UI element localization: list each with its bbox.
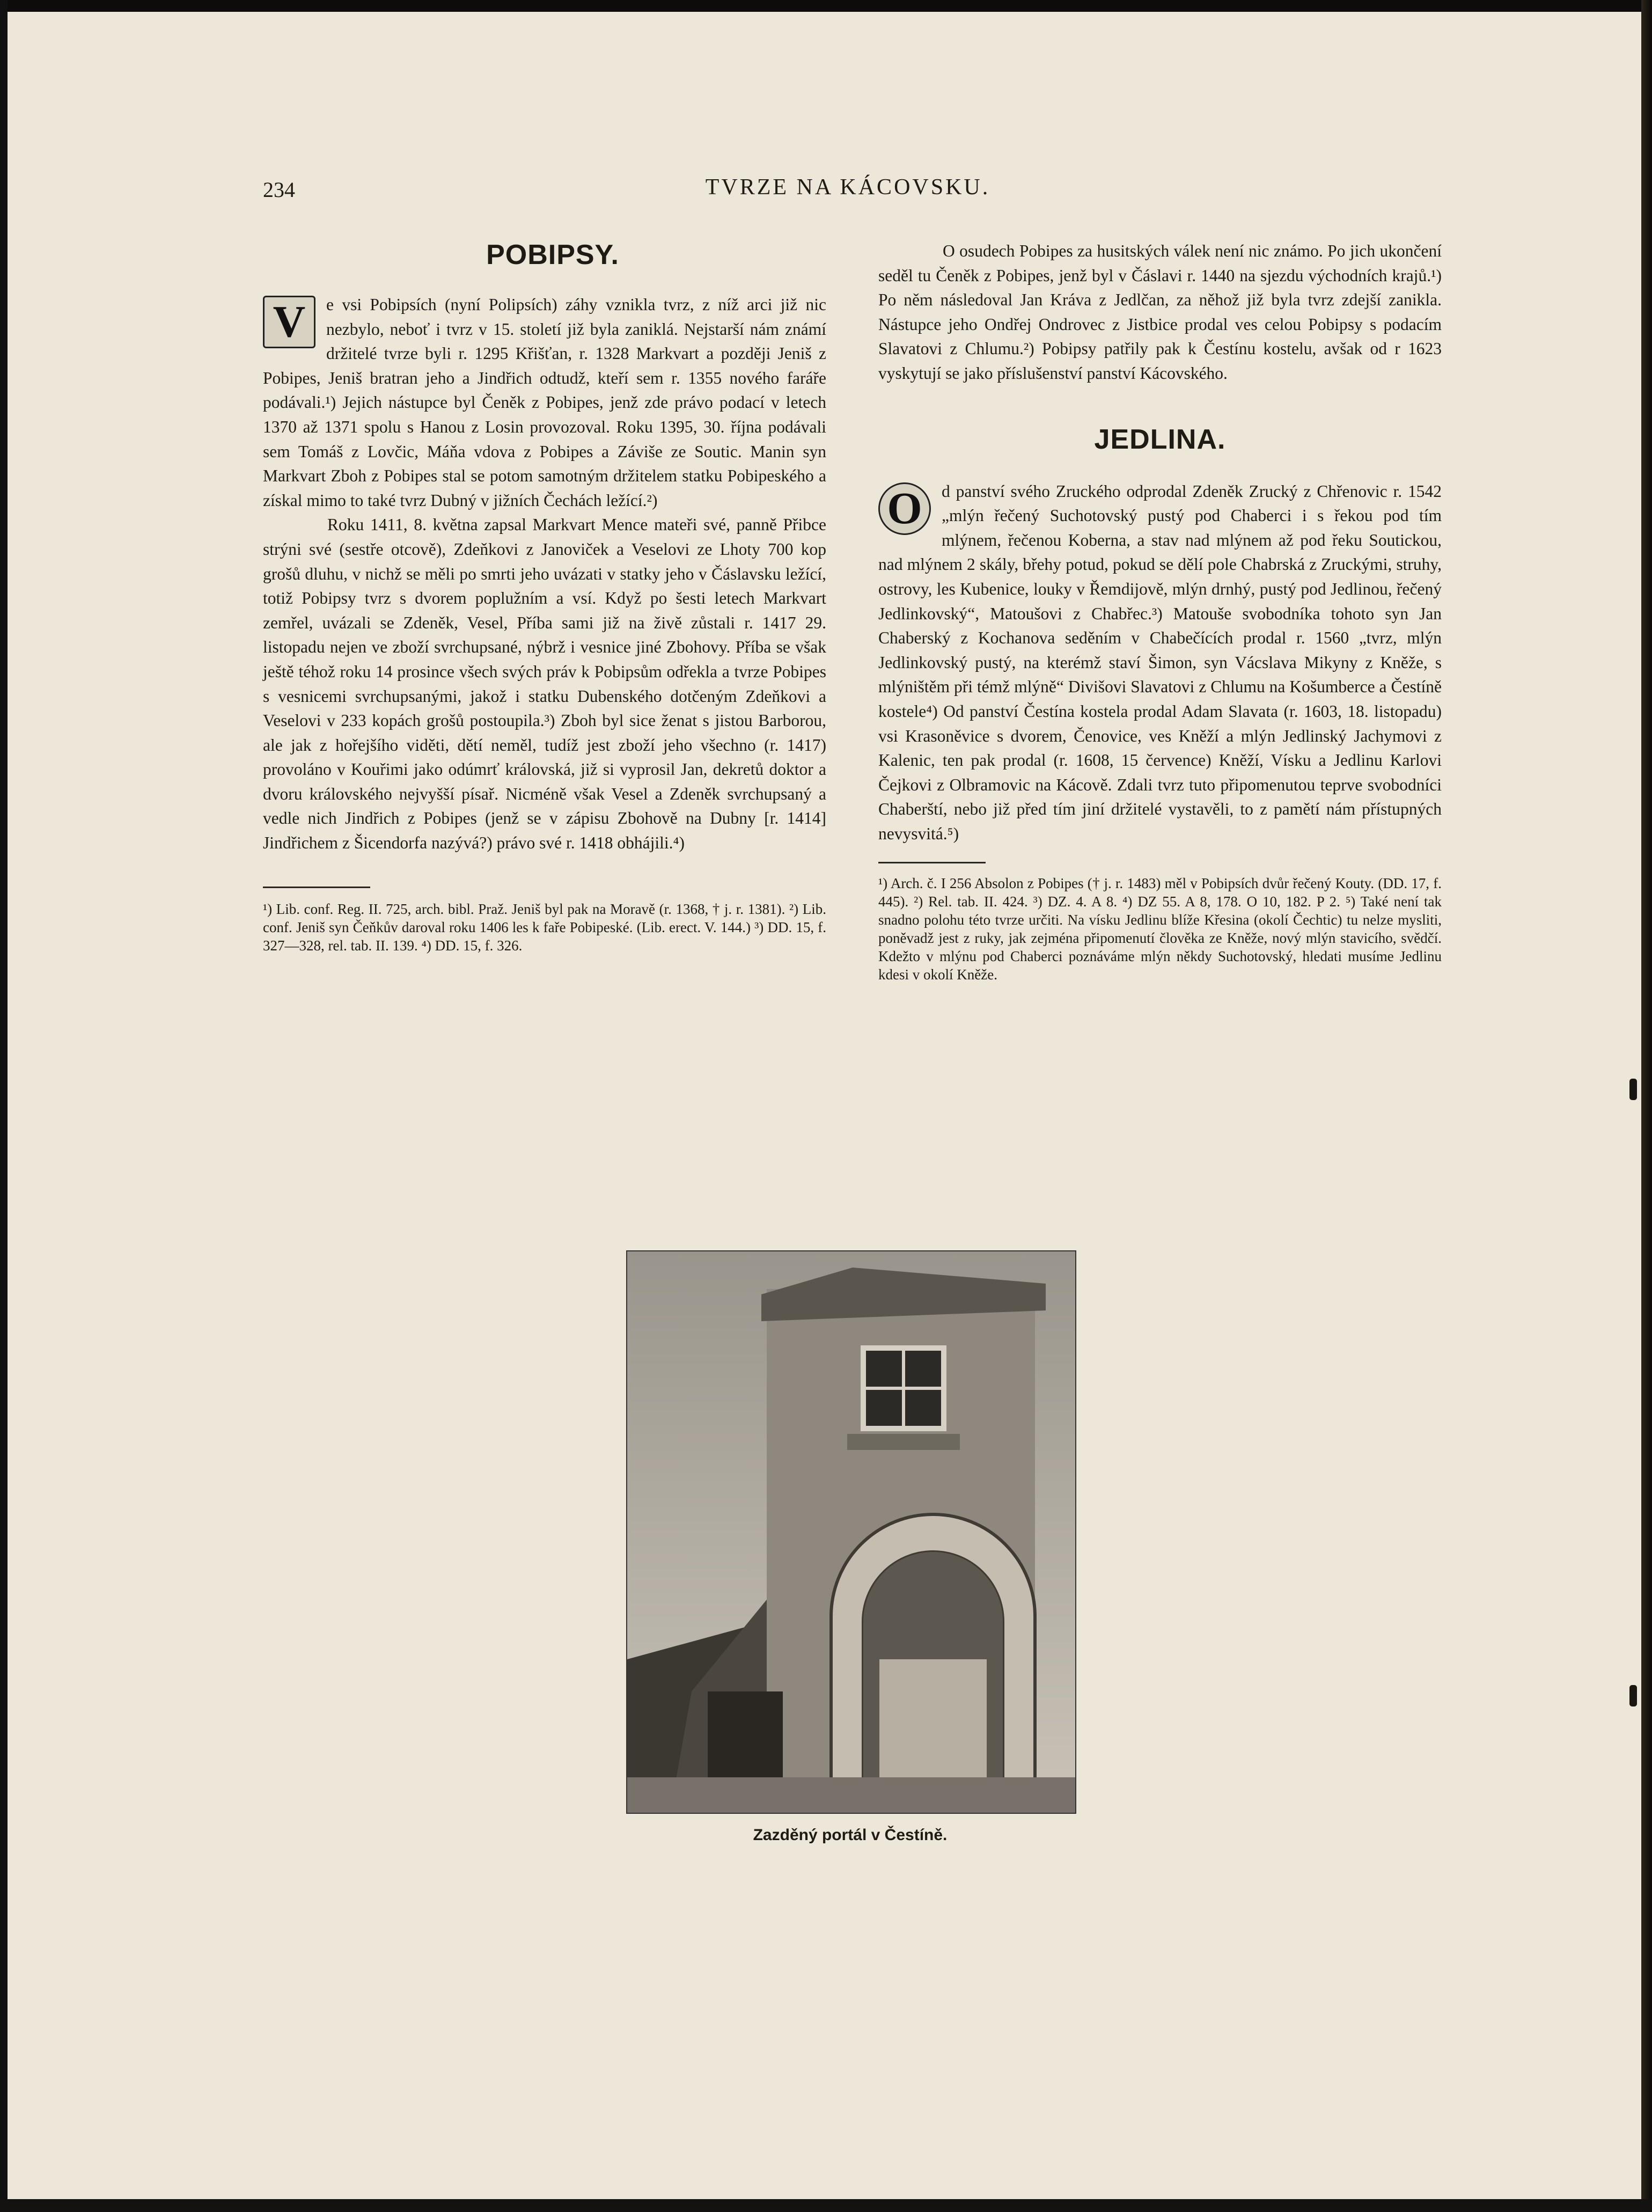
pobipsy-paragraph-3: O osudech Pobipes za husitských válek není nic známo. Po jich ukončení seděl tu Čeněk z Pobipes, jenž byl v Čáslavi r. 1440 na sjezdu východních krajů.¹) Po něm následoval Jan Kráva z Jedlčan, za něhož již byla tvrz zdejší zanikla. Nástupce jeho Ondřej Ondrovec z Jistbice prodal ves celou Pobipsy s podacím Slavatovi z Chlumu.²) Pobipsy patřily pak k Čestínu kostelu, avšak od r 1623 vyskytují se jako příslušenství panství Kácovského. bbox=[878, 241, 1442, 383]
running-title: TVRZE NA KÁCOVSKU. bbox=[705, 175, 990, 200]
dropcap-initial: V bbox=[263, 296, 315, 348]
section-title-jedlina: JEDLINA. bbox=[1094, 423, 1226, 455]
section-title-pobipsy: POBIPSY. bbox=[486, 239, 619, 270]
pobipsy-paragraph-2: Roku 1411, 8. května zapsal Markvart Mence mateři své, panně Přibce strýni své (sestře otcově), Zdeňkovi z Janoviček a Veselovi ze Lhoty 700 kop grošů dluhu, v nichž se měli po smrti jeho uvázati v statky jeho v Čáslavsku ležící, totiž Pobipsy tvrz s dvorem poplužním a vsí. Když po šesti letech Markvart zemřel, uvázali se Zdeněk, Vesel, Příba sami již na živě zůstali r. 1417 29. listopadu nejen ve zboží svrchupsané, nýbrž i vesnice jiné Zbohovy. Příba se však ještě téhož roku 14 prosince všech svých práv k Pobipsům odřekla a tvrze Pobipes s vesnicemi svrchupsanými, jakož i statku Dubenského dotčeným Zdeňkovi a Veselovi v 233 kopách grošů postoupila.³) Zboh byl sice ženat s jistou Barborou, ale jak z hořejšího viděti, dětí neměl, tudíž jest zboží jeho všechno (r. 1417) provoláno v Kouřimi jako odúmrť královská, již si vyprosil Jan, dekretů doktor a dvoru královského nejvyšší písař. Nicméně však Vesel a Zdeněk svrchupsaný a vedle nich Jindřich z Pobipes (jenž se v zápisu Zbohově na Dubny [r. 1414] Jindřichem z Šicendorfa nazývá?) právo své r. 1418 obhájili.⁴) bbox=[263, 515, 826, 853]
portal-photograph bbox=[626, 1250, 1076, 1814]
jedlina-paragraph bbox=[878, 479, 1442, 846]
footnote-rule bbox=[263, 887, 370, 888]
portal-illustration bbox=[627, 1251, 1075, 1813]
jedlina-paragraph-text: d panství svého Zruckého odprodal Zdeněk Zrucký z Chřenovic r. 1542 „mlýn řečený Suchotovský pustý pod Chaberci i s řekou pod tím mlýnem, řečenou Koberna, a stav nad mlýnem až pod řeku Soutickou, nad mlýnem 2 skály, břehy potud, pokud se dělí pole Chabrská z Zruckými, struhy, ostrovy, les Kubenice, louky v Řemdijově, mlýn drnhý, pustý pod Jedlinou, řečený Jedlinkovský“, Matoušovi z Chabřec.³) Matouše svobodníka tohoto syn Jan Chaberský z Kochanova seděním v Chabečících prodal r. 1560 „tvrz, mlýn Jedlinkovský pustý, na kterémž staví Šimon, syn Vácslava Mikyny z Kněže, s mlýništěm při témž mlýně“ Divišovi Slavatovi z Chlumu na Košumberce a Čestíně kostele⁴) Od panství Čestína kostela prodal Adam Slavata (r. 1603, 18. listopadu) vsi Krasoněvice s dvorem, Čenovice, ves Kněží a mlýn Jedlinský Jachymovi z Kalenic, ten pak prodal (r. 1608, 15 července) Kněží, Vísku a Jedlinu Karlovi Čejkovi z Olbramovic na Kácově. Zdali tvrz tuto připomenutou teprve svobodníci Chaberští, nebo již před tím jiní držitelé vystavěli, to z pamětí nám přístupných nevysvitá.⁵) bbox=[878, 481, 1442, 843]
footnotes-left: ¹) Lib. conf. Reg. II. 725, arch. bibl. Praž. Jeniš byl pak na Moravě (r. 1368, † j. r. 1381). ²) Lib. conf. Jeniš syn Čeňkův daroval roku 1406 les k faře Pobipeské. (Lib. erect. V. 144.) ³) DD. 15, f. 327—328, rel. tab. II. 139. ⁴) DD. 15, f. 326. bbox=[263, 900, 826, 954]
left-column bbox=[263, 239, 826, 955]
page-edge-left bbox=[0, 0, 8, 2212]
page-edge-bottom bbox=[0, 2199, 1652, 2212]
binding-mark bbox=[1629, 1079, 1637, 1100]
page-edge-right bbox=[1641, 0, 1652, 2212]
pobipsy-paragraph-1 bbox=[263, 292, 826, 512]
page-edge-top bbox=[0, 0, 1652, 12]
binding-mark bbox=[1629, 1685, 1637, 1706]
page-number: 234 bbox=[263, 178, 295, 202]
dropcap-initial: O bbox=[878, 482, 931, 535]
right-column bbox=[878, 239, 1442, 984]
pobipsy-paragraph-1-text: e vsi Pobipsích (nyní Polipsích) záhy vznikla tvrz, z níž arci již nic nezbylo, neboť i tvrz v 15. století již byla zaniklá. Nejstarší nám známí držitelé tvrze byli r. 1295 Křišťan, r. 1328 Markvart a později Jeniš z Pobipes, Jeniš bratran jeho a Jindřich odtudž, kteří sem r. 1355 nového faráře podávali.¹) Jejich nástupce byl Čeněk z Pobipes, jenž zde právo podací v letech 1370 až 1371 spolu s Hanou z Losin provozoval. Roku 1395, 30. října podávali sem Tomáš z Lovčic, Máňa vdova z Pobipes a Záviše ze Soutic. Manin syn Markvart Zboh z Pobipes stal se potom samotným držitelem statku Pobipeského a získal mimo to také tvrz Dubný v jižních Čechách ležící.²) bbox=[263, 295, 826, 510]
figure-caption: Zazděný portál v Čestíně. bbox=[753, 1826, 948, 1844]
footnotes-right: ¹) Arch. č. I 256 Absolon z Pobipes († j. r. 1483) měl v Pobipsích dvůr řečený Kouty. (DD. 17, f. 445). ²) Rel. tab. II. 424. ³) DZ. 4. A 8. ⁴) DZ 55. A 8, 178. O 10, 182. P 2. ⁵) Také není tak snadno polohu této tvrze určiti. Na vísku Jedlinu blíže Křesina (okolí Čechtic) tu nelze mysliti, poněvadž jest z ruky, jak zejména připomenutí člověka ze Kněže, nový mlýn stavicího, svědčí. Kdežto v mlýnu pod Chaberci poznáváme mlýn někdy Suchotovský, hledati musíme Jedlinu kdesi v okolí Kněže. bbox=[878, 875, 1442, 983]
footnote-rule bbox=[878, 862, 986, 863]
